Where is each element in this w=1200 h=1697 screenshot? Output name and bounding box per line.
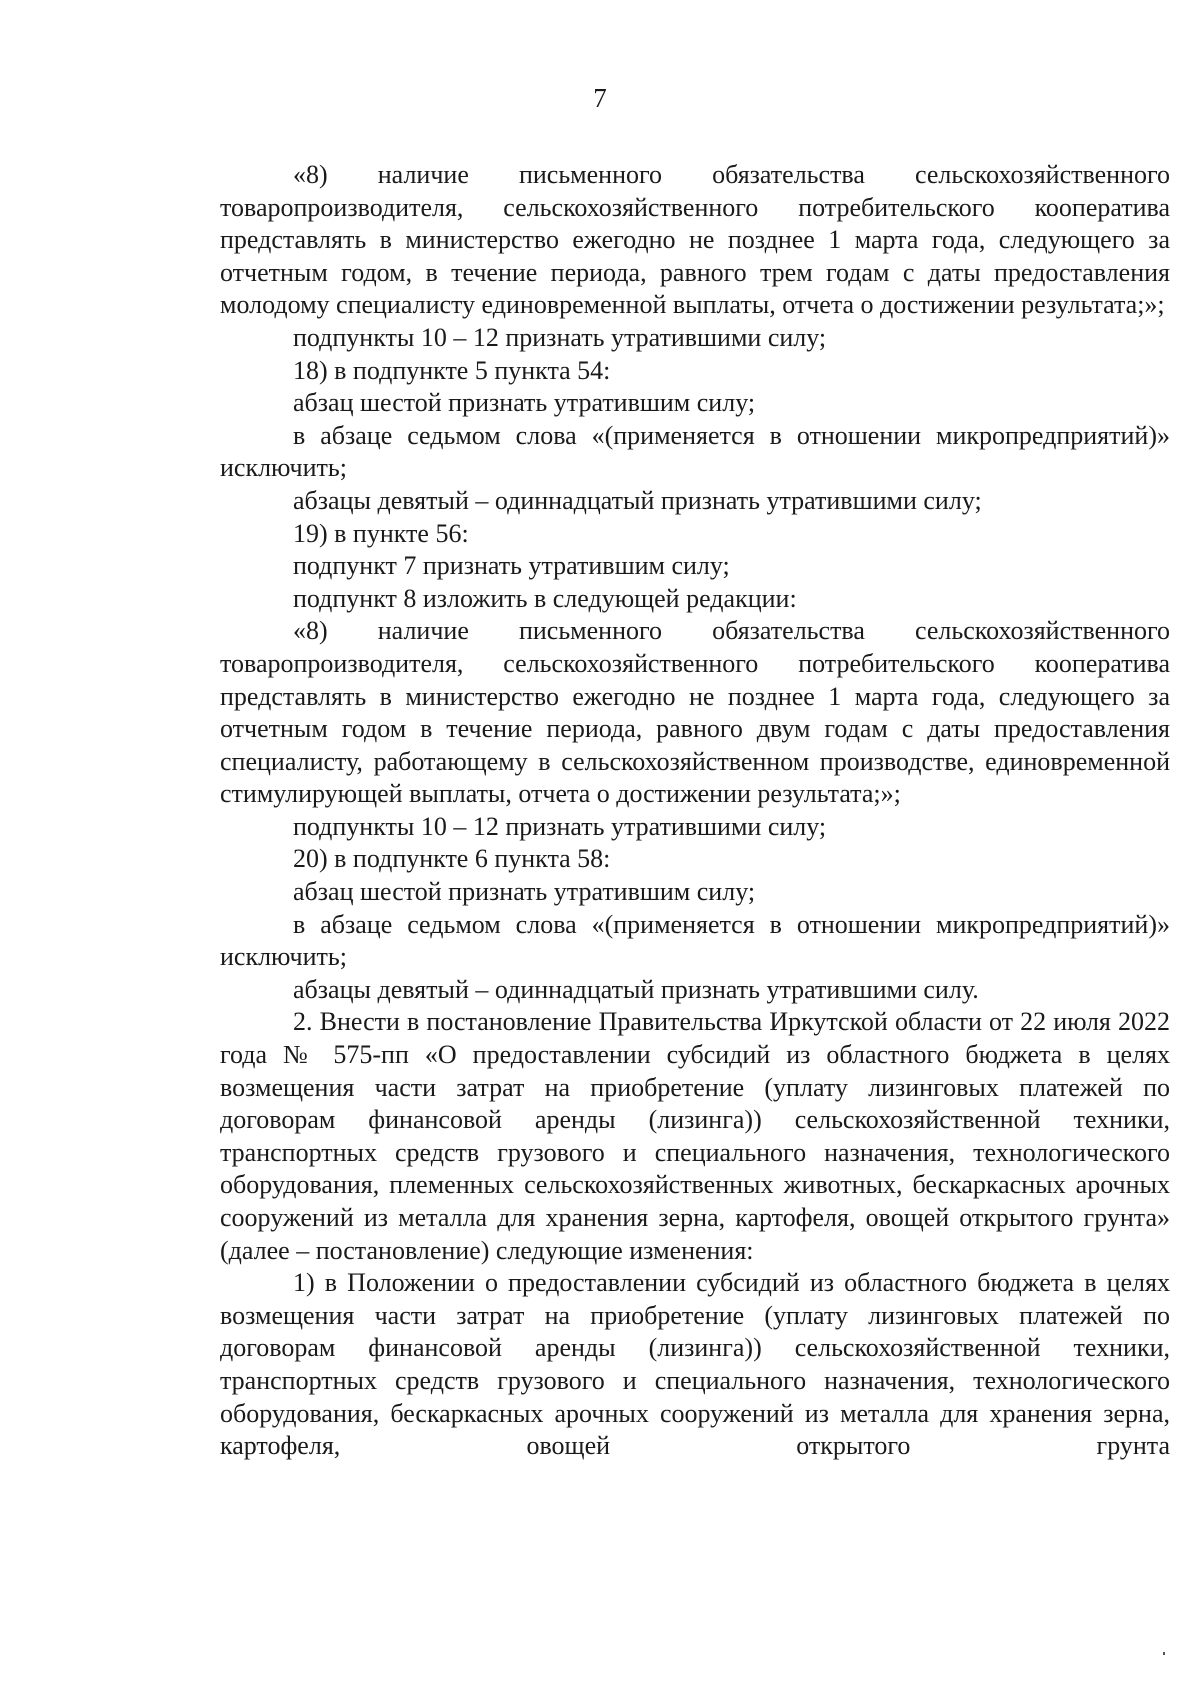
page-number: 7 [593, 83, 607, 113]
scan-artifact-dot [1163, 1652, 1165, 1655]
paragraph-seventh-abzac-words-removed-2: в абзаце седьмом слова «(применяется в отношении микропредприятий)» исключить; [220, 909, 1170, 972]
paragraph-quoted-subitem-8-young-specialist: «8) наличие письменного обязательства сельскохозяйственного товаропроизводителя, сельскохозяйственного потребительского кооператива представлять в министерство ежегодно не позднее 1 марта года, следующего за отчетным годом, в течение периода, равного трем годам с даты предоставления молодому специалисту единовременной выплаты, отчета о достижении результата;»; [220, 160, 1170, 320]
paragraph-item-18: 18) в подпункте 5 пункта 54: [293, 355, 611, 385]
paragraph-subitems-10-12-void: подпункты 10 – 12 признать утратившими силу; [293, 322, 827, 352]
paragraph-sixth-abzac-void-2: абзац шестой признать утратившим силу; [293, 877, 756, 907]
paragraph-subitem-7-void: подпункт 7 признать утратившим силу; [293, 551, 730, 581]
paragraph-item-19: 19) в пункте 56: [293, 518, 469, 548]
paragraph-subitem-8-new-wording: подпункт 8 изложить в следующей редакции: [293, 583, 797, 613]
paragraph-section-2-item-1: 1) в Положении о предоставлении субсидий из областного бюджета в целях возмещения части затрат на приобретение (уплату лизинговых платежей по договорам финансовой аренды (лизинга)) сельскохозяйственной техники, транспортных средств грузового и специального назначения, технологического оборудования, бескаркасных арочных сооружений из металла для хранения зерна, картофеля, овощей открытого грунта [220, 1268, 1170, 1461]
document-body [220, 159, 1170, 1463]
paragraph-ninth-eleventh-abzac-void-2: абзацы девятый – одиннадцатый признать утратившими силу. [293, 974, 979, 1004]
paragraph-ninth-eleventh-abzac-void: абзацы девятый – одиннадцатый признать утратившими силу; [293, 485, 982, 515]
paragraph-quoted-subitem-8-specialist: «8) наличие письменного обязательства сельскохозяйственного товаропроизводителя, сельскохозяйственного потребительского кооператива представлять в министерство ежегодно не позднее 1 марта года, следующего за отчетным годом в течение периода, равного двум годам с даты предоставления специалисту, работающему в сельскохозяйственном производстве, единовременной стимулирующей выплаты, отчета о достижении результата;»; [220, 616, 1170, 809]
paragraph-seventh-abzac-words-removed: в абзаце седьмом слова «(применяется в отношении микропредприятий)» исключить; [220, 420, 1170, 483]
paragraph-section-2-amend-resolution: 2. Внести в постановление Правительства Иркутской области от 22 июля 2022 года № 575-пп «О предоставлении субсидий из областного бюджета в целях возмещения части затрат на приобретение (уплату лизинговых платежей по договорам финансовой аренды (лизинга)) сельскохозяйственной техники, транспортных средств грузового и специального назначения, технологического оборудования, племенных сельскохозяйственных животных, бескаркасных арочных сооружений из металла для хранения зерна, картофеля, овощей открытого грунта» (далее – постановление) следующие изменения: [220, 1007, 1170, 1265]
paragraph-sixth-abzac-void: абзац шестой признать утратившим силу; [293, 388, 756, 418]
paragraph-subitems-10-12-void-2: подпункты 10 – 12 признать утратившими силу; [293, 811, 827, 841]
paragraph-item-20: 20) в подпункте 6 пункта 58: [293, 844, 611, 874]
